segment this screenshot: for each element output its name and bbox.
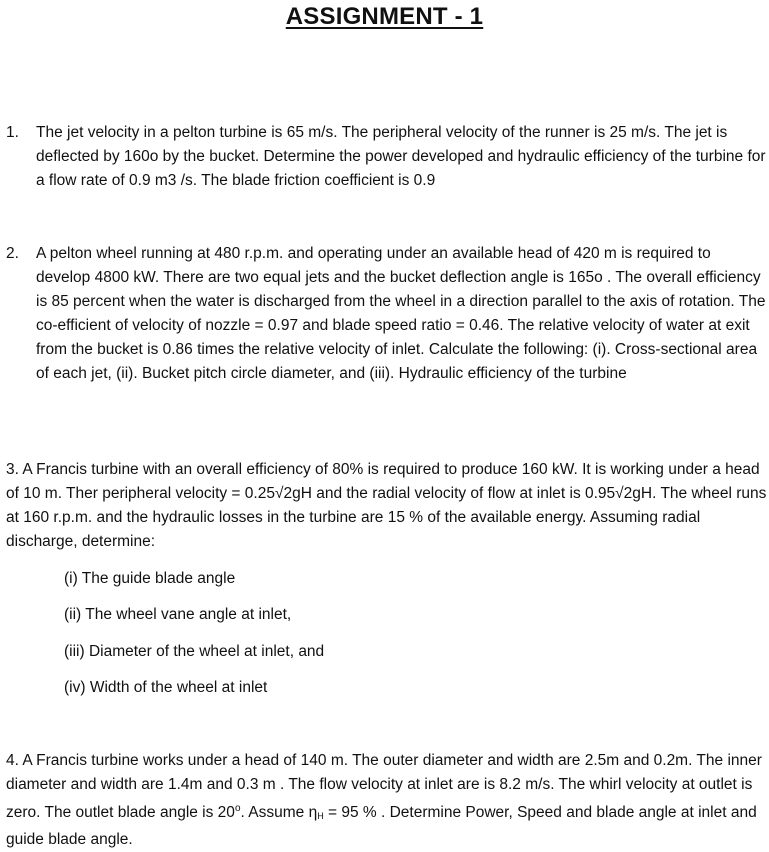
question-4-text-start: 4. A Francis turbine works under a head of 140 m. The outer diameter and width are 2.5m and 0.2m. The inner diameter and width are 1.4m and 0.3 m . The flow velocity at inlet are is 8.2 m/s. The whirl velocity at outlet is zero. The outlet blade angle is 20 bbox=[6, 752, 762, 822]
question-1 bbox=[6, 121, 766, 193]
question-2-text: A pelton wheel running at 480 r.p.m. and operating under an available head of 420 m is required to develop 4800 kW. There are two equal jets and the bucket deflection angle is 165o . The overall efficiency is 85 percent when the water is discharged from the wheel in a direction parallel to the axis of rotation. The co-efficient of velocity of nozzle = 0.97 and blade speed ratio = 0.46. The relative velocity of water at exit from the bucket is 0.86 times the relative velocity of inlet. Calculate the following: (i). Cross-sectional area of each jet, (ii). Bucket pitch circle diameter, and (iii). Hydraulic efficiency of the turbine bbox=[36, 245, 766, 382]
question-1-number: 1. bbox=[6, 124, 19, 141]
question-3-subitem-i: (i) The guide blade angle bbox=[64, 570, 236, 587]
question-3-subitem-iv: (iv) Width of the wheel at inlet bbox=[64, 679, 268, 696]
question-2 bbox=[6, 242, 766, 386]
degree-symbol: o bbox=[234, 803, 241, 814]
question-1-text: The jet velocity in a pelton turbine is 65 m/s. The peripheral velocity of the runner is 25 m/s. The jet is deflected by 160o by the bucket. Determine the power developed and hydraulic efficiency of the turbine for a flow rate of 0.9 m3 /s. The blade friction coefficient is 0.9 bbox=[36, 124, 766, 189]
question-4-assume: . Assume bbox=[240, 804, 309, 822]
eta-subscript: H bbox=[317, 811, 324, 822]
question-3-subitem-iii: (iii) Diameter of the wheel at inlet, and bbox=[64, 643, 325, 660]
eta-symbol: η bbox=[308, 804, 318, 822]
question-2-number: 2. bbox=[6, 245, 19, 262]
question-3 bbox=[6, 458, 768, 554]
question-4-text-end: = 95 % . Determine Power, Speed and blade angle at inlet and guide blade angle. bbox=[6, 804, 757, 849]
question-3-subitem-ii: (ii) The wheel vane angle at inlet, bbox=[64, 606, 292, 623]
question-4 bbox=[6, 749, 768, 852]
page-title: ASSIGNMENT - 1 bbox=[285, 3, 484, 30]
question-3-text: 3. A Francis turbine with an overall efficiency of 80% is required to produce 160 kW. It is working under a head of 10 m. Ther peripheral velocity = 0.25√2gH and the radial velocity of flow at inlet is 0.95√2gH. The wheel runs at 160 r.p.m. and the hydraulic losses in the turbine are 15 % of the available energy. Assuming radial discharge, determine: bbox=[6, 461, 767, 550]
